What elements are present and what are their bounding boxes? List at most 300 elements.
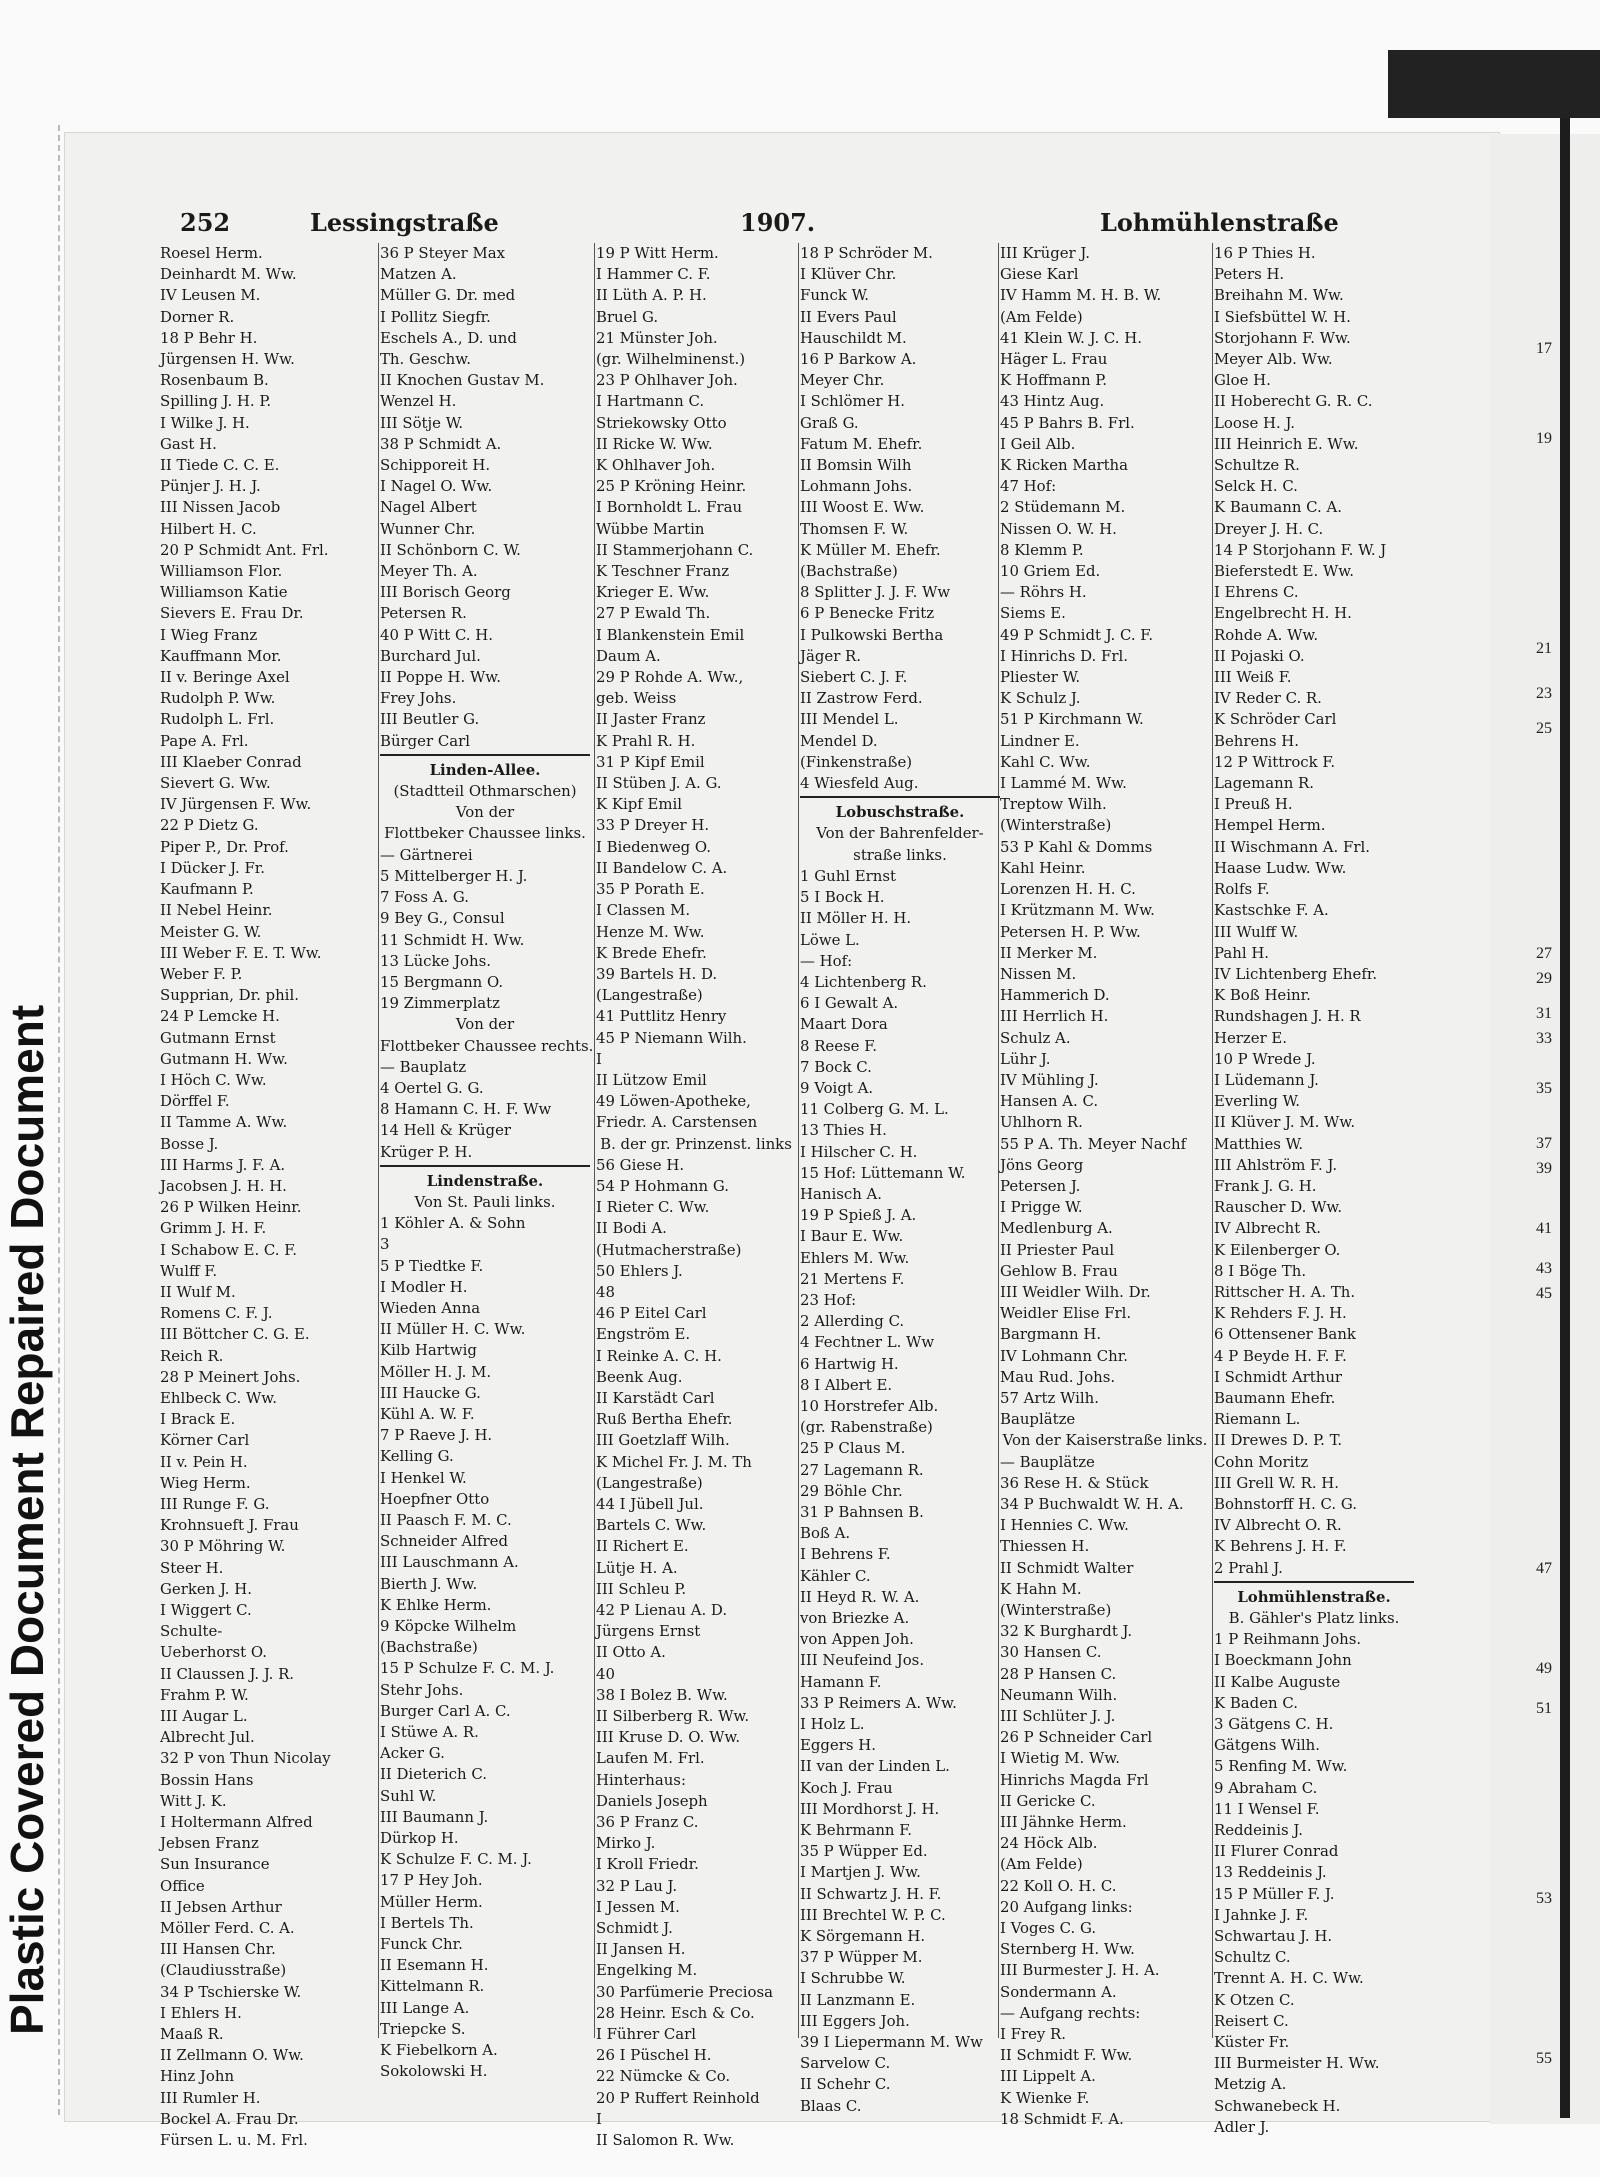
directory-entry: II Flurer Conrad [1214, 1842, 1339, 1861]
directory-entry: Jebsen Franz [160, 1834, 259, 1853]
directory-entry: Bohnstorff H. C. G. [1214, 1494, 1357, 1513]
directory-entry: 30 Hansen C. [1000, 1643, 1102, 1662]
directory-entry: Siems E. [1000, 604, 1066, 623]
directory-entry: Roesel Herm. [160, 244, 263, 262]
directory-entry: 38 I Bolez B. Ww. [596, 1685, 728, 1704]
directory-entry: 35 P Porath E. [596, 880, 705, 899]
directory-entry: 9 Voigt A. [800, 1078, 874, 1097]
directory-entry: Maart Dora [800, 1015, 888, 1034]
directory-entry: II Priester Paul [1000, 1240, 1115, 1259]
directory-entry: Kühl A. W. F. [380, 1404, 475, 1423]
directory-entry: K Fiebelkorn A. [380, 2041, 498, 2060]
directory-entry: II Schönborn C. W. [380, 540, 521, 559]
directory-entry: Lühr J. [1000, 1049, 1051, 1068]
directory-entry: Trennt A. H. C. Ww. [1214, 1969, 1364, 1988]
directory-entry: Friedr. A. Carstensen [596, 1113, 758, 1132]
directory-entry: K Otzen C. [1214, 1990, 1295, 2009]
directory-entry: IV Leusen M. [160, 286, 261, 305]
directory-entry: Hammerich D. [1000, 986, 1110, 1005]
directory-entry: K Rehders F. J. H. [1214, 1304, 1347, 1323]
directory-entry: I Krützmann M. Ww. [1000, 901, 1155, 920]
directory-entry: III Weber F. E. T. Ww. [160, 943, 322, 962]
page-spine-line [1560, 118, 1570, 2118]
directory-entry: 32 P Lau J. [596, 1876, 678, 1895]
directory-entry: I Prigge W. [1000, 1198, 1083, 1217]
directory-entry: Matthies W. [1214, 1134, 1304, 1153]
directory-entry: III Haucke G. [380, 1383, 481, 1402]
section-note: Von der [455, 803, 515, 822]
directory-entry: III Lange A. [380, 1998, 470, 2017]
directory-entry: I Schmidt Arthur [1214, 1367, 1343, 1386]
directory-entry: Giese Karl [1000, 265, 1079, 284]
directory-entry: Dreyer J. H. C. [1214, 519, 1324, 538]
directory-entry: Wenzel H. [380, 392, 457, 411]
directory-entry: 11 Colberg G. M. L. [800, 1100, 949, 1119]
directory-entry: 5 Mittelberger H. J. [380, 866, 528, 885]
directory-column-6 [1214, 243, 1414, 2136]
section-note: Von der Bahrenfelder- [816, 824, 984, 843]
directory-entry: 42 P Lienau A. D. [596, 1601, 728, 1619]
section-note: straße links. [853, 845, 947, 864]
directory-entry: III Runge F. G. [160, 1494, 270, 1513]
directory-entry: Baumann Ehefr. [1214, 1388, 1336, 1407]
directory-entry: K Hoffmann P. [1000, 371, 1108, 390]
directory-entry: Hamann F. [800, 1672, 882, 1691]
directory-entry: Ueberhorst O. [160, 1643, 267, 1662]
directory-entry: 5 P Tiedtke F. [380, 1256, 484, 1275]
directory-entry: Pahl H. [1214, 943, 1270, 962]
directory-entry: II Richert E. [596, 1537, 689, 1556]
column-divider [594, 243, 595, 2038]
directory-entry: III Hansen Chr. [160, 1940, 276, 1959]
directory-entry: (gr. Rabenstraße) [800, 1418, 933, 1437]
directory-entry: 13 Lücke Johs. [380, 951, 491, 970]
directory-entry: 33 P Dreyer H. [596, 816, 710, 835]
directory-entry: II Wischmann A. Frl. [1214, 837, 1370, 856]
directory-entry: 36 P Franz C. [596, 1813, 699, 1832]
directory-entry: Kauffmann Mor. [160, 646, 282, 665]
directory-entry: 47 Hof: [1000, 477, 1057, 496]
directory-entry: II Evers Paul [800, 307, 897, 326]
margin-number: 33 [1536, 1030, 1552, 1047]
directory-entry: Dörffel F. [160, 1092, 230, 1111]
directory-entry: Möller Ferd. C. A. [160, 1919, 295, 1938]
directory-entry: Meister G. W. [160, 922, 262, 941]
directory-entry: 38 P Schmidt A. [380, 434, 502, 453]
directory-entry: Sievers E. Frau Dr. [160, 604, 304, 623]
directory-entry: II Paasch F. M. C. [380, 1510, 512, 1529]
margin-number: 49 [1536, 1660, 1552, 1677]
street-heading: Linden-Allee. [429, 760, 541, 779]
directory-entry: III Beutler G. [380, 710, 480, 729]
directory-entry: 18 P Schröder M. [800, 244, 933, 262]
directory-entry: 32 K Burghardt J. [1000, 1622, 1133, 1641]
directory-entry: I Blankenstein Emil [596, 625, 745, 644]
directory-entry: Jürgens Ernst [596, 1622, 701, 1641]
directory-entry: 39 I Liepermann M. Ww [800, 2033, 983, 2052]
directory-entry: Daniels Joseph [596, 1791, 708, 1810]
directory-entry: Rohde A. Ww. [1214, 625, 1319, 644]
directory-entry: Spilling J. H. P. [160, 392, 272, 411]
directory-entry: Hinrichs Magda Frl [1000, 1770, 1149, 1789]
directory-entry: IV Reder C. R. [1214, 689, 1322, 708]
directory-entry: Kähler C. [800, 1566, 871, 1585]
directory-entry: 8 Klemm P. [1000, 540, 1084, 559]
directory-entry: III Baumann J. [380, 1807, 489, 1826]
directory-entry: III Augar L. [160, 1707, 248, 1726]
directory-entry: K Hahn M. [1000, 1579, 1082, 1598]
directory-entry: III Eggers Joh. [800, 2011, 910, 2030]
directory-entry: Krieger E. Ww. [596, 583, 710, 602]
section-note: Von der [455, 1015, 515, 1034]
directory-entry: III Mendel L. [800, 710, 899, 729]
section-rule [800, 796, 1000, 798]
directory-entry: 32 P von Thun Nicolay [160, 1749, 331, 1768]
directory-entry: Hauschildt M. [800, 328, 907, 347]
directory-entry: Treptow Wilh. [1000, 795, 1107, 814]
directory-entry: Bosse J. [160, 1134, 219, 1153]
directory-entry: Ruß Bertha Ehefr. [596, 1410, 733, 1429]
directory-entry: III Grell W. R. H. [1214, 1473, 1340, 1492]
directory-entry: 34 P Buchwaldt W. H. A. [1000, 1494, 1184, 1513]
directory-entry: (gr. Wilhelminenst.) [596, 350, 746, 369]
directory-entry: Lindner E. [1000, 731, 1080, 750]
directory-entry: Nagel Albert [380, 498, 477, 517]
directory-entry: I Nagel O. Ww. [380, 477, 493, 496]
directory-entry: Pünjer J. H. J. [160, 477, 261, 496]
directory-entry: Schultz C. [1214, 1948, 1291, 1967]
directory-entry: 11 Schmidt H. Ww. [380, 930, 525, 949]
directory-entry: III Böttcher C. G. E. [160, 1325, 310, 1344]
street-title-right: Lohmühlenstraße [1100, 208, 1339, 237]
directory-entry: 55 P A. Th. Meyer Nachf [1000, 1134, 1187, 1153]
column-divider [1212, 243, 1213, 2038]
directory-entry: 3 [380, 1235, 390, 1254]
directory-entry: 19 P Witt Herm. [596, 244, 719, 262]
margin-number: 25 [1536, 720, 1552, 737]
directory-entry: 39 Bartels H. D. [596, 964, 718, 983]
directory-entry: III Herrlich H. [1000, 1007, 1109, 1026]
directory-entry: Peters H. [1214, 265, 1285, 284]
directory-entry: Gätgens Wilh. [1214, 1736, 1320, 1755]
directory-column-1 [160, 243, 380, 2150]
directory-entry: 44 I Jübell Jul. [596, 1494, 704, 1513]
directory-entry: III Neufeind Jos. [800, 1651, 925, 1670]
directory-entry: K Schröder Carl [1214, 710, 1337, 729]
directory-entry: Eschels A., D. und [380, 328, 517, 347]
directory-entry: II Ricke W. Ww. [596, 434, 713, 453]
directory-entry: 8 Splitter J. J. F. Ww [800, 583, 951, 602]
directory-entry: Frahm P. W. [160, 1685, 249, 1704]
directory-entry: Schulz A. [1000, 1028, 1071, 1047]
directory-entry: — Aufgang rechts: [1000, 2003, 1141, 2022]
directory-entry: Schwartau J. H. [1214, 1927, 1333, 1946]
directory-entry: 19 Zimmerplatz [380, 994, 500, 1013]
directory-entry: Sievert G. Ww. [160, 774, 271, 793]
directory-entry: 6 I Gewalt A. [800, 994, 899, 1013]
directory-entry: Weber F. P. [160, 964, 243, 983]
directory-entry: 8 Hamann C. H. F. Ww [380, 1100, 552, 1119]
directory-entry: Schwanebeck H. [1214, 2096, 1341, 2115]
directory-entry: II Stammerjohann C. [596, 540, 754, 559]
directory-entry: 13 Reddeinis J. [1214, 1863, 1327, 1882]
directory-entry: Jacobsen J. H. H. [160, 1176, 287, 1195]
directory-entry: II Lüth A. P. H. [596, 286, 707, 305]
directory-entry: 25 P Kröning Heinr. [596, 477, 747, 496]
directory-entry: K Boß Heinr. [1214, 986, 1311, 1005]
directory-entry: Lagemann R. [1214, 774, 1314, 793]
directory-entry: Rudolph P. Ww. [160, 689, 276, 708]
directory-entry: 57 Artz Wilh. [1000, 1388, 1100, 1407]
directory-entry: 28 P Meinert Johs. [160, 1367, 301, 1386]
directory-entry: III Jähnke Herm. [1000, 1813, 1127, 1832]
directory-entry: III Sötje W. [380, 413, 464, 432]
directory-entry: 13 Thies H. [800, 1121, 887, 1140]
margin-number: 29 [1536, 970, 1552, 987]
directory-entry: (Am Felde) [1000, 1855, 1083, 1874]
directory-entry: Piper P., Dr. Prof. [160, 837, 289, 856]
directory-entry: II Jansen H. [596, 1940, 686, 1959]
directory-entry: Deinhardt M. Ww. [160, 265, 297, 284]
directory-entry: II Bodi A. [596, 1219, 667, 1238]
directory-entry: Siebert C. J. F. [800, 668, 908, 687]
directory-entry: 27 Lagemann R. [800, 1460, 924, 1479]
directory-entry: III Klaeber Conrad [160, 752, 302, 771]
directory-entry: 1 P Reihmann Johs. [1214, 1630, 1362, 1649]
directory-entry: I Henkel W. [380, 1468, 467, 1487]
directory-entry: 54 P Hohmann G. [596, 1176, 729, 1195]
directory-entry: II Nebel Heinr. [160, 901, 273, 920]
directory-entry: 14 P Storjohann F. W. J [1214, 540, 1387, 559]
directory-entry: 24 P Lemcke H. [160, 1007, 280, 1026]
directory-entry: I Höch C. Ww. [160, 1070, 267, 1089]
directory-entry: Rudolph L. Frl. [160, 710, 275, 729]
directory-entry: IV Hamm M. H. B. W. [1000, 286, 1162, 305]
directory-entry: Kelling G. [380, 1447, 454, 1466]
directory-entry: Nissen O. W. H. [1000, 519, 1117, 538]
directory-entry: Neumann Wilh. [1000, 1685, 1118, 1704]
directory-entry: Rauscher D. Ww. [1214, 1198, 1343, 1217]
margin-number: 31 [1536, 1005, 1552, 1022]
directory-entry: Grimm J. H. F. [160, 1219, 267, 1238]
side-label: Plastic Covered Document Repaired Document [1, 1004, 53, 2035]
directory-entry: Hilbert H. C. [160, 519, 257, 538]
directory-entry: Krüger P. H. [380, 1142, 473, 1161]
section-note: Flottbeker Chaussee links. [384, 824, 586, 843]
directory-entry: Lorenzen H. H. C. [1000, 880, 1136, 899]
directory-entry: Frey Johs. [380, 689, 457, 708]
directory-entry: I Lüdemann J. [1214, 1070, 1319, 1089]
directory-entry: Beenk Aug. [596, 1367, 683, 1386]
directory-entry: I Martjen J. Ww. [800, 1863, 921, 1882]
directory-entry: II Bomsin Wilh [800, 456, 912, 475]
directory-column-5 [1000, 243, 1210, 2128]
directory-entry: K Wienke F. [1000, 2088, 1090, 2107]
margin-number: 55 [1536, 2050, 1552, 2067]
directory-entry: 26 P Wilken Heinr. [160, 1198, 302, 1217]
directory-entry: I Modler H. [380, 1277, 468, 1296]
dark-tab [1388, 50, 1600, 118]
directory-entry: I Bornholdt L. Frau [596, 498, 743, 517]
directory-entry: — Röhrs H. [1000, 583, 1087, 602]
directory-entry: III Schlüter J. J. [1000, 1707, 1116, 1726]
directory-entry: K Schulze F. C. M. J. [380, 1850, 532, 1869]
directory-entry: Sarvelow C. [800, 2054, 891, 2073]
directory-entry: — Hof: [800, 951, 853, 970]
margin-number: 37 [1536, 1135, 1552, 1152]
directory-entry: — Bauplätze [1000, 1452, 1095, 1471]
directory-entry: 27 P Ewald Th. [596, 604, 711, 623]
directory-entry: III Nissen Jacob [160, 498, 281, 517]
directory-entry: 9 Abraham C. [1214, 1778, 1318, 1797]
directory-entry: II Claussen J. J. R. [160, 1664, 295, 1683]
directory-entry: II v. Pein H. [160, 1452, 248, 1471]
directory-entry: Selck H. C. [1214, 477, 1298, 496]
directory-entry: I Schabow E. C. F. [160, 1240, 298, 1259]
page-number: 252 [180, 208, 231, 237]
directory-entry: 5 I Bock H. [800, 888, 885, 907]
directory-entry: 6 Hartwig H. [800, 1354, 899, 1373]
directory-entry: Williamson Flor. [160, 562, 283, 581]
directory-entry: (Bachstraße) [380, 1638, 478, 1657]
directory-entry: Gehlow B. Frau [1000, 1261, 1118, 1280]
directory-entry: Breihahn M. Ww. [1214, 286, 1344, 305]
directory-entry: Kilb Hartwig [380, 1341, 477, 1360]
directory-entry: I Boeckmann John [1214, 1651, 1352, 1670]
directory-entry: Burchard Jul. [380, 646, 481, 665]
page-header [180, 208, 1339, 248]
directory-entry: Bartels C. Ww. [596, 1516, 707, 1535]
directory-entry: 3 Gätgens C. H. [1214, 1715, 1334, 1734]
directory-entry: II Knochen Gustav M. [380, 371, 545, 390]
directory-entry: Schneider Alfred [380, 1532, 508, 1551]
directory-entry: I Hartmann C. [596, 392, 705, 411]
directory-entry: (Finkenstraße) [800, 752, 913, 771]
directory-entry: 33 P Reimers A. Ww. [800, 1693, 957, 1712]
directory-entry: K Ricken Martha [1000, 456, 1129, 475]
directory-entry: Triepcke S. [380, 2019, 466, 2038]
directory-entry: III Krüger J. [1000, 244, 1090, 262]
directory-entry: I Führer Carl [596, 2025, 697, 2044]
directory-entry: 15 Bergmann O. [380, 972, 504, 991]
directory-entry: I Jessen M. [596, 1897, 680, 1916]
directory-entry: 4 Fechtner L. Ww [800, 1333, 935, 1352]
directory-entry: Pape A. Frl. [160, 731, 249, 750]
directory-entry: Funck W. [800, 286, 870, 305]
directory-entry: II Poppe H. Ww. [380, 668, 501, 687]
directory-entry: (Claudiusstraße) [160, 1961, 287, 1980]
section-note: Flottbeker Chaussee rechts. [380, 1036, 594, 1055]
directory-entry: Mendel D. [800, 731, 878, 750]
directory-entry: II Tiede C. C. E. [160, 456, 280, 475]
directory-entry: II Bandelow C. A. [596, 858, 728, 877]
street-heading: Lohmühlenstraße. [1237, 1587, 1391, 1606]
directory-entry: Petersen H. P. Ww. [1000, 922, 1141, 941]
directory-entry: 25 P Claus M. [800, 1439, 906, 1458]
directory-entry: I Hinrichs D. Frl. [1000, 646, 1128, 665]
margin-number: 51 [1536, 1700, 1552, 1717]
directory-entry: Everling W. [1214, 1092, 1301, 1111]
directory-entry: III Schleu P. [596, 1579, 687, 1598]
directory-entry: Medlenburg A. [1000, 1219, 1113, 1238]
directory-entry: I Brack E. [160, 1410, 236, 1429]
directory-entry: III Wulff W. [1214, 922, 1299, 941]
directory-entry: III Kruse D. O. Ww. [596, 1728, 741, 1747]
directory-entry: Hinz John [160, 2067, 235, 2086]
directory-entry: II Drewes D. P. T. [1214, 1431, 1343, 1450]
directory-entry: II Schmidt F. Ww. [1000, 2046, 1133, 2065]
directory-entry: III Weidler Wilh. Dr. [1000, 1282, 1151, 1301]
directory-entry: 4 Lichtenberg R. [800, 972, 927, 991]
directory-entry: 56 Giese H. [596, 1155, 685, 1174]
directory-entry: Krohnsueft J. Frau [160, 1516, 299, 1535]
directory-entry: Sondermann A. [1000, 1982, 1117, 2001]
directory-entry: Engelking M. [596, 1961, 698, 1980]
directory-entry: Loose H. J. [1214, 413, 1296, 432]
directory-entry: 17 P Hey Joh. [380, 1871, 483, 1890]
directory-entry: Acker G. [380, 1744, 445, 1763]
directory-column-2 [380, 243, 594, 2081]
directory-entry: K Brede Ehefr. [596, 943, 707, 962]
directory-entry: Sun Insurance [160, 1855, 270, 1874]
directory-entry: I Classen M. [596, 901, 691, 920]
directory-entry: 7 P Raeve J. H. [380, 1426, 493, 1445]
directory-entry: Meyer Alb. Ww. [1214, 350, 1333, 369]
directory-entry: II Klüver J. M. Ww. [1214, 1113, 1356, 1132]
directory-entry: Löwe L. [800, 930, 860, 949]
directory-entry: III Woost E. Ww. [800, 498, 925, 517]
directory-entry: Kastschke F. A. [1214, 901, 1329, 920]
directory-entry: K Prahl R. H. [596, 731, 696, 750]
directory-entry: II Kalbe Auguste [1214, 1672, 1341, 1691]
directory-entry: 43 Hintz Aug. [1000, 392, 1105, 411]
directory-entry: Jürgensen H. Ww. [160, 350, 295, 369]
directory-entry: 23 Hof: [800, 1290, 857, 1309]
directory-entry: Weidler Elise Frl. [1000, 1304, 1132, 1323]
directory-entry: 7 Bock C. [800, 1057, 872, 1076]
directory-entry: Wieg Herm. [160, 1473, 251, 1492]
directory-entry: K Ohlhaver Joh. [596, 456, 716, 475]
directory-entry: II Müller H. C. Ww. [380, 1320, 526, 1339]
directory-entry: II Pojaski O. [1214, 646, 1305, 665]
directory-entry: K Baden C. [1214, 1693, 1298, 1712]
directory-entry: II Lützow Emil [596, 1070, 707, 1089]
margin-number: 45 [1536, 1285, 1552, 1302]
directory-entry: III Goetzlaff Wilh. [596, 1431, 730, 1450]
directory-entry: 34 P Tschierske W. [160, 1982, 302, 2001]
directory-entry: 29 P Rohde A. Ww., [596, 668, 744, 687]
directory-entry: I Wilke J. H. [160, 413, 250, 432]
directory-entry: Körner Carl [160, 1431, 250, 1450]
directory-entry: Adler J. [1214, 2117, 1270, 2136]
directory-entry: Schmidt J. [596, 1919, 673, 1938]
directory-entry: I Wietig M. Ww. [1000, 1749, 1120, 1768]
directory-entry: I Dücker J. Fr. [160, 858, 265, 877]
directory-entry: I Hilscher C. H. [800, 1142, 918, 1161]
directory-entry: III Weiß F. [1214, 668, 1292, 687]
directory-entry: Reisert C. [1214, 2011, 1289, 2030]
directory-entry: Nissen M. [1000, 964, 1077, 983]
directory-entry: II Salomon R. Ww. [596, 2131, 735, 2150]
directory-entry: Bierth J. Ww. [380, 1574, 478, 1593]
directory-entry: II Merker M. [1000, 943, 1098, 962]
directory-entry: 10 Horstrefer Alb. [800, 1396, 939, 1415]
directory-entry: 20 P Schmidt Ant. Frl. [160, 540, 329, 559]
directory-entry: Gast H. [160, 434, 217, 453]
margin-number: 19 [1536, 430, 1552, 447]
directory-entry: 18 Schmidt F. A. [1000, 2109, 1124, 2128]
directory-entry: Wieden Anna [380, 1298, 481, 1317]
